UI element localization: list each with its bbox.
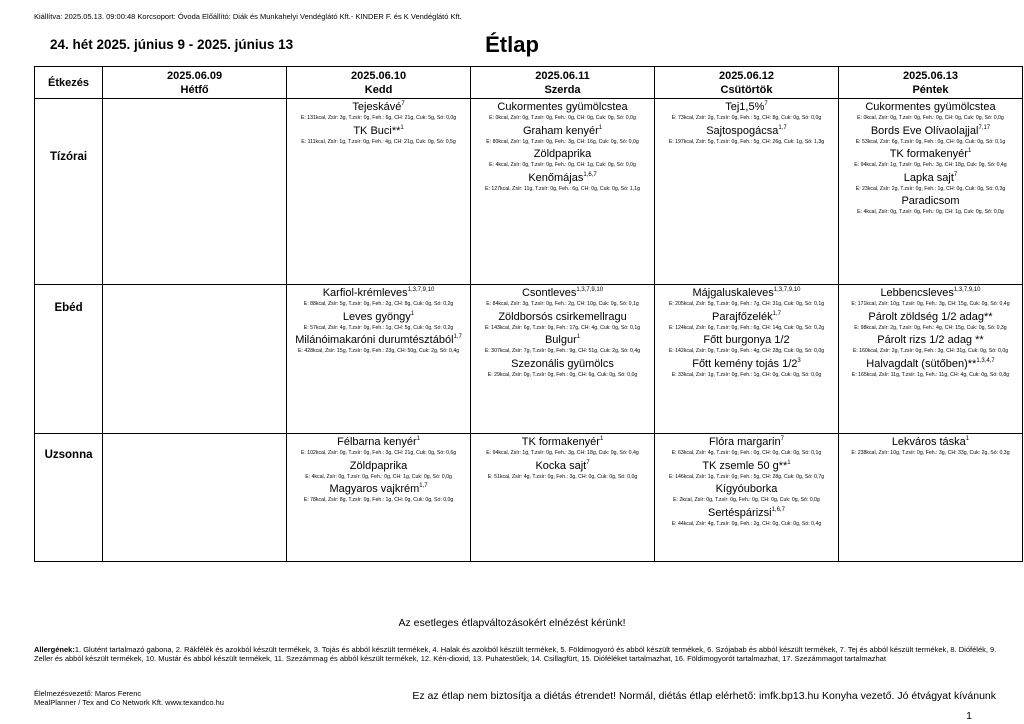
menu-cell — [471, 99, 655, 285]
allergen-codes: 7,17 — [978, 124, 991, 131]
dish-title: Flóra margarin — [709, 436, 781, 448]
dish-title: Bords Eve Olívaolajjal — [870, 124, 979, 137]
nutrition-info: E: 111kcal, Zsír: 1g, T.zsír: 0g, Feh.: 4g, CH: 21g, Cuk: 0g, Só: 0,5g — [301, 138, 456, 145]
menu-cell — [287, 434, 471, 562]
nutrition-info: E: 205kcal, Zsír: 5g, T.zsír: 0g, Feh.: 7g, CH: 31g, Cuk: 0g, Só: 0,1g — [668, 301, 825, 307]
allergen-codes: 1,7 — [778, 124, 787, 131]
day-header-thursday — [655, 67, 839, 99]
dish-title: Zöldpaprika — [349, 459, 408, 472]
dish-name — [471, 358, 654, 371]
day-header-wednesday — [471, 67, 655, 99]
day-name: Hétfő — [180, 83, 209, 96]
day-header-friday — [838, 67, 1022, 99]
menu-cell — [287, 285, 471, 434]
dish-title: TK formakenyér — [521, 436, 600, 448]
allergen-label: Allergének: — [34, 645, 75, 654]
dish-title: Karfiol-krémleves — [322, 287, 408, 299]
dish-name — [655, 101, 838, 114]
dish-title: Sajtospogácsa — [706, 124, 779, 137]
meal-row-ebed — [35, 285, 1023, 434]
dish-title: Graham kenyér — [522, 124, 599, 137]
dish-name — [839, 172, 1022, 185]
allergen-codes: 1 — [400, 124, 404, 131]
menu-cell — [103, 434, 287, 562]
dish-title: Szezonális gyümölcs — [511, 357, 614, 370]
manager-line: Élelmezésvezető: Maros Ferenc — [34, 689, 142, 698]
allergen-codes: 1 — [965, 436, 970, 442]
dish-name — [287, 334, 470, 347]
nutrition-info: E: 127kcal, Zsír: 11g, T.zsír: 0g, Feh.: 6g, CH: 0g, Cuk: 0g, Só: 1,1g — [485, 185, 640, 192]
nutrition-info: E: 33kcal, Zsír: 1g, T.zsír: 0g, Feh.: 1g, CH: 0g, Cuk: 0g, Só: 0,0g — [671, 371, 822, 378]
allergen-legend — [34, 645, 1014, 663]
header-row — [35, 67, 1023, 99]
nutrition-info: E: 102kcal, Zsír: 0g, T.zsír: 0g, Feh.: 3g, CH: 21g, Cuk: 0g, Só: 0,6g — [300, 450, 457, 456]
dish-title: Zöldpaprika — [533, 148, 592, 160]
allergen-text: 1. Glutént tartalmazó gabona, 2. Rákfélék és azokból készült termékek, 3. Tojás és abból készült termékek, 4. Halak és azokból készült termékek, 5. Földimogyoró és abból készült termékek, 6. Szójabab és abból készült termékek, 7. Tej és abból készült termékek, 8. Diófélék, 9. Zeller és abból készült termékek, 10. Mustár és abból készült termékek, 11. Szezámmag és abból készült termékek, 12. Kén-dioxid, 13. Puhatestűek, 14. Csillagfürt, 15. Dióféléket tartalmazhat, 16. Földimogyorót tartalmazhat, 17. Szezámmagot tartalmazhat — [34, 645, 997, 663]
menu-cell — [471, 434, 655, 562]
nutrition-info: E: 171kcal, Zsír: 10g, T.zsír: 0g, Feh.: 3g, CH: 15g, Cuk: 0g, Só: 0,4g — [851, 301, 1010, 307]
menu-cell — [838, 434, 1022, 562]
allergen-codes: 1 — [599, 436, 604, 442]
dish-name — [655, 507, 838, 520]
nutrition-info: E: 4kcal, Zsír: 0g, T.zsír: 0g, Feh.: 0g, CH: 1g, Cuk: 0g, Só: 0,0g — [305, 473, 452, 480]
menu-cell — [103, 285, 287, 434]
nutrition-info: E: 0kcal, Zsír: 0g, T.zsír: 0g, Feh.: 0g, CH: 0g, Cuk: 0g, Só: 0,0g — [489, 115, 636, 121]
nutrition-info: E: 4kcal, Zsír: 0g, T.zsír: 0g, Feh.: 0g, CH: 1g, Cuk: 0g, Só: 0,0g — [857, 209, 1004, 215]
dish-title: Magyaros vajkrém — [329, 483, 420, 495]
dish-name — [839, 101, 1022, 114]
menu-cell — [103, 99, 287, 285]
meal-label-cell — [35, 285, 103, 434]
nutrition-info: E: 307kcal, Zsír: 7g, T.zsír: 0g, Feh.: 9g, CH: 51g, Cuk: 2g, Só: 0,4g — [484, 348, 641, 354]
menu-cell — [655, 285, 839, 434]
allergen-codes: 1,3,4,7 — [976, 357, 995, 364]
nutrition-info: E: 131kcal, Zsír: 3g, T.zsír: 0g, Feh.: 6g, CH: 21g, Cuk: 5g, Só: 0,0g — [300, 115, 457, 121]
nutrition-info: E: 78kcal, Zsír: 8g, T.zsír: 0g, Feh.: 1g, CH: 0g, Cuk: 0g, Só: 0,0g — [303, 497, 454, 503]
dish-name — [471, 148, 654, 161]
diet-notice: Ez az étlap nem biztosítja a diétás étrendet! Normál, diétás étlap elérhető: imfk.bp13.hu Konyha vezető. Jó étvágyat kívánunk — [412, 690, 996, 702]
dish-title: Tej1,5% — [725, 101, 765, 113]
day-name: Szerda — [544, 83, 581, 96]
dish-title: Halvagdalt (sütőben)** — [866, 357, 977, 370]
nutrition-info: E: 94kcal, Zsír: 1g, T.zsír: 0g, Feh.: 3g, CH: 18g, Cuk: 0g, Só: 0,4g — [486, 450, 639, 456]
day-date: 2025.06.12 — [718, 69, 775, 82]
dish-name — [839, 334, 1022, 347]
nutrition-info: E: 165kcal, Zsír: 11g, T.zsír: 1g, Feh.: 11g, CH: 4g, Cuk: 0g, Só: 0,8g — [851, 371, 1010, 378]
dish-title: Cukormentes gyümölcstea — [497, 101, 628, 113]
day-header-tuesday — [287, 67, 471, 99]
dish-name — [471, 287, 654, 300]
nutrition-info: E: 124kcal, Zsír: 6g, T.zsír: 0g, Feh.: 6g, CH: 14g, Cuk: 0g, Só: 0,2g — [668, 324, 825, 331]
meal-label: Ebéd — [54, 302, 83, 314]
nutrition-info: E: 84kcal, Zsír: 3g, T.zsír: 0g, Feh.: 2g, CH: 10g, Cuk: 0g, Só: 0,1g — [486, 301, 639, 307]
allergen-codes: 7 — [780, 436, 784, 442]
day-date: 2025.06.10 — [351, 69, 407, 82]
week-label: 24. hét 2025. június 9 - 2025. június 13 — [50, 37, 294, 52]
dish-name — [655, 334, 838, 347]
nutrition-info: E: 29kcal, Zsír: 0g, T.zsír: 0g, Feh.: 0g, CH: 6g, Cuk: 0g, Só: 0,0g — [487, 371, 638, 378]
dish-title: Csontleves — [521, 287, 577, 299]
dish-name — [655, 125, 838, 138]
meal-row-uzsonna — [35, 434, 1023, 562]
nutrition-info: E: 44kcal, Zsír: 4g, T.zsír: 0g, Feh.: 2g, CH: 0g, Cuk: 0g, Só: 0,4g — [671, 520, 822, 527]
issued-line: Kiállítva: 2025.05.13. 09:00:48 Korcsoport: Óvoda Előállító: Diák és Munkahelyi Vendéglátó Kft.- KINDER F. és K Vendéglátó Kft. — [34, 12, 462, 21]
dish-title: Kocka sajt — [535, 459, 587, 472]
nutrition-info: E: 57kcal, Zsír: 4g, T.zsír: 0g, Feh.: 1g, CH: 5g, Cuk: 0g, Só: 0,2g — [303, 324, 454, 331]
menu-cell — [838, 99, 1022, 285]
dish-name — [839, 436, 1022, 449]
dish-name — [471, 125, 654, 138]
dish-name — [655, 287, 838, 300]
meal-label: Uzsonna — [44, 449, 93, 461]
dish-title: Félbarna kenyér — [337, 436, 417, 448]
meal-row-tizorai — [35, 99, 1023, 285]
nutrition-info: E: 2kcal, Zsír: 0g, T.zsír: 0g, Feh.: 0g, CH: 0g, Cuk: 0g, Só: 0,0g — [673, 497, 820, 503]
allergen-codes: 1,3,7,9,10 — [407, 287, 435, 293]
day-date: 2025.06.13 — [902, 69, 959, 82]
nutrition-info: E: 88kcal, Zsír: 5g, T.zsír: 0g, Feh.: 2g, CH: 8g, Cuk: 0g, Só: 0,2g — [303, 301, 454, 307]
menu-cell — [838, 285, 1022, 434]
day-name: Péntek — [912, 83, 949, 96]
dish-title: Főtt burgonya 1/2 — [703, 334, 790, 346]
allergen-codes: 1 — [416, 436, 420, 442]
dish-name — [471, 460, 654, 473]
day-date: 2025.06.09 — [167, 69, 223, 82]
menu-cell — [471, 285, 655, 434]
allergen-codes: 3 — [797, 357, 801, 364]
dish-name — [471, 436, 654, 449]
dish-name — [655, 436, 838, 449]
dish-title: TK Buci** — [353, 124, 401, 137]
meal-label: Tízórai — [50, 151, 88, 163]
dish-title: Milánóimakaróni durumtésztából — [295, 334, 454, 346]
nutrition-info: E: 197kcal, Zsír: 5g, T.zsír: 0g, Feh.: 5g, CH: 26g, Cuk: 1g, Só: 1,3g — [668, 138, 825, 145]
allergen-codes: 7 — [401, 101, 405, 107]
meal-column-header: Étkezés — [35, 67, 103, 99]
dish-title: Kenőmájas — [528, 171, 584, 184]
nutrition-info: E: 160kcal, Zsír: 2g, T.zsír: 0g, Feh.: 3g, CH: 31g, Cuk: 0g, Só: 0,0g — [852, 348, 1009, 354]
change-notice: Az esetleges étlapváltozásokért elnézést kérünk! — [398, 617, 626, 629]
dish-title: Lekváros táska — [891, 436, 966, 448]
dish-title: Tejeskávé — [352, 101, 402, 113]
nutrition-info: E: 53kcal, Zsír: 6g, T.zsír: 0g, Feh.: 0g, CH: 0g, Cuk: 0g, Só: 0,1g — [855, 138, 1006, 145]
nutrition-info: E: 51kcal, Zsír: 4g, T.zsír: 0g, Feh.: 3g, CH: 0g, Cuk: 0g, Só: 0,0g — [487, 473, 638, 480]
nutrition-info: E: 4kcal, Zsír: 0g, T.zsír: 0g, Feh.: 0g, CH: 1g, Cuk: 0g, Só: 0,0g — [489, 162, 636, 168]
allergen-codes: 1,6,7 — [771, 506, 785, 513]
dish-title: Főtt kemény tojás 1/2 — [692, 357, 798, 370]
dish-name — [287, 460, 470, 473]
dish-name — [287, 483, 470, 496]
allergen-codes: 1 — [576, 334, 581, 340]
dish-name — [655, 311, 838, 324]
menu-cell — [655, 434, 839, 562]
dish-title: Párolt rizs 1/2 adag ** — [877, 334, 984, 346]
day-name: Csütörtök — [720, 83, 773, 96]
dish-title: Paradicsom — [901, 195, 960, 207]
nutrition-info: E: 94kcal, Zsír: 1g, T.zsír: 0g, Feh.: 3g, CH: 18g, Cuk: 0g, Só: 0,4g — [854, 162, 1007, 168]
allergen-codes: 1,3,7,9,10 — [773, 287, 801, 293]
day-date: 2025.06.11 — [535, 69, 590, 82]
allergen-codes: 1,7 — [453, 334, 462, 340]
allergen-codes: 7 — [764, 101, 768, 107]
dish-name — [655, 460, 838, 473]
menu-table — [34, 66, 1023, 562]
dish-name — [839, 195, 1022, 208]
nutrition-info: E: 146kcal, Zsír: 1g, T.zsír: 0g, Feh.: 5g, CH: 28g, Cuk: 0g, Só: 0,7g — [668, 473, 825, 480]
dish-name — [471, 172, 654, 185]
dish-title: Lebbencsleves — [880, 287, 954, 299]
dish-title: Párolt zöldség 1/2 adag** — [868, 310, 993, 323]
dish-name — [471, 311, 654, 324]
allergen-codes: 1 — [787, 459, 791, 466]
dish-name — [655, 483, 838, 496]
software-line: MealPlanner / Tex and Co Network Kft. www.texandco.hu — [34, 698, 224, 707]
page-title: Étlap — [485, 32, 539, 57]
dish-title: Lapka sajt — [903, 171, 954, 184]
dish-title: Leves gyöngy — [342, 310, 411, 323]
nutrition-info: E: 142kcal, Zsír: 0g, T.zsír: 0g, Feh.: 4g, CH: 28g, Cuk: 0g, Só: 0,0g — [668, 348, 825, 354]
dish-name — [839, 148, 1022, 161]
dish-title: Zöldborsós csirkemellragu — [498, 310, 627, 323]
nutrition-info: E: 80kcal, Zsír: 1g, T.zsír: 0g, Feh.: 3g, CH: 16g, Cuk: 0g, Só: 0,0g — [486, 138, 639, 145]
nutrition-info: E: 98kcal, Zsír: 2g, T.zsír: 0g, Feh.: 4g, CH: 15g, Cuk: 0g, Só: 0,3g — [854, 324, 1007, 331]
meal-label-cell — [35, 99, 103, 285]
allergen-codes: 7 — [953, 171, 958, 178]
allergen-codes: 1 — [598, 124, 603, 131]
allergen-codes: 1,7 — [419, 483, 428, 489]
dish-title: Sertéspárizsi — [708, 506, 772, 519]
dish-name — [839, 287, 1022, 300]
nutrition-info: E: 63kcal, Zsír: 4g, T.zsír: 0g, Feh.: 0g, CH: 0g, Cuk: 0g, Só: 0,1g — [671, 450, 822, 456]
dish-name — [839, 358, 1022, 371]
dish-name — [471, 334, 654, 347]
dish-name — [839, 311, 1022, 324]
day-header-monday — [103, 67, 287, 99]
dish-name — [287, 436, 470, 449]
menu-cell — [287, 99, 471, 285]
dish-name — [287, 311, 470, 324]
dish-title: Kígyóuborka — [715, 483, 778, 495]
nutrition-info: E: 428kcal, Zsír: 15g, T.zsír: 0g, Feh.: 23g, CH: 50g, Cuk: 2g, Só: 0,4g — [298, 348, 460, 354]
allergen-codes: 1,6,7 — [583, 171, 597, 178]
dish-name — [287, 287, 470, 300]
meal-label-cell — [35, 434, 103, 562]
allergen-codes: 1 — [967, 148, 972, 154]
dish-name — [287, 101, 470, 114]
dish-title: Bulgur — [544, 334, 577, 346]
dish-title: Parajfőzelék — [712, 310, 773, 323]
allergen-codes: 1,3,7,9,10 — [953, 287, 981, 293]
dish-title: Cukormentes gyümölcstea — [865, 101, 996, 113]
allergen-codes: 1 — [410, 310, 415, 317]
day-name: Kedd — [364, 83, 393, 96]
nutrition-info: E: 143kcal, Zsír: 6g, T.zsír: 0g, Feh.: 17g, CH: 4g, Cuk: 0g, Só: 0,1g — [484, 324, 641, 331]
nutrition-info: E: 23kcal, Zsír: 2g, T.zsír: 0g, Feh.: 1g, CH: 0g, Cuk: 0g, Só: 0,3g — [855, 185, 1006, 192]
menu-cell — [655, 99, 839, 285]
dish-title: TK formakenyér — [889, 148, 968, 160]
dish-name — [655, 358, 838, 371]
dish-title: Májgaluskaleves — [692, 287, 774, 299]
dish-name — [839, 125, 1022, 138]
allergen-codes: 7 — [586, 459, 590, 466]
nutrition-info: E: 238kcal, Zsír: 10g, T.zsír: 0g, Feh.: 3g, CH: 33g, Cuk: 2g, Só: 0,3g — [851, 450, 1010, 456]
dish-title: TK zsemle 50 g** — [702, 459, 788, 472]
dish-name — [287, 125, 470, 138]
nutrition-info: E: 73kcal, Zsír: 2g, T.zsír: 0g, Feh.: 5g, CH: 8g, Cuk: 0g, Só: 0,0g — [671, 115, 822, 121]
nutrition-info: E: 0kcal, Zsír: 0g, T.zsír: 0g, Feh.: 0g, CH: 0g, Cuk: 0g, Só: 0,0g — [857, 115, 1004, 121]
dish-name — [471, 101, 654, 114]
allergen-codes: 1,7 — [772, 310, 781, 317]
page-number: 1 — [966, 710, 972, 722]
allergen-codes: 1,3,7,9,10 — [576, 287, 604, 293]
footer-left — [34, 689, 224, 707]
